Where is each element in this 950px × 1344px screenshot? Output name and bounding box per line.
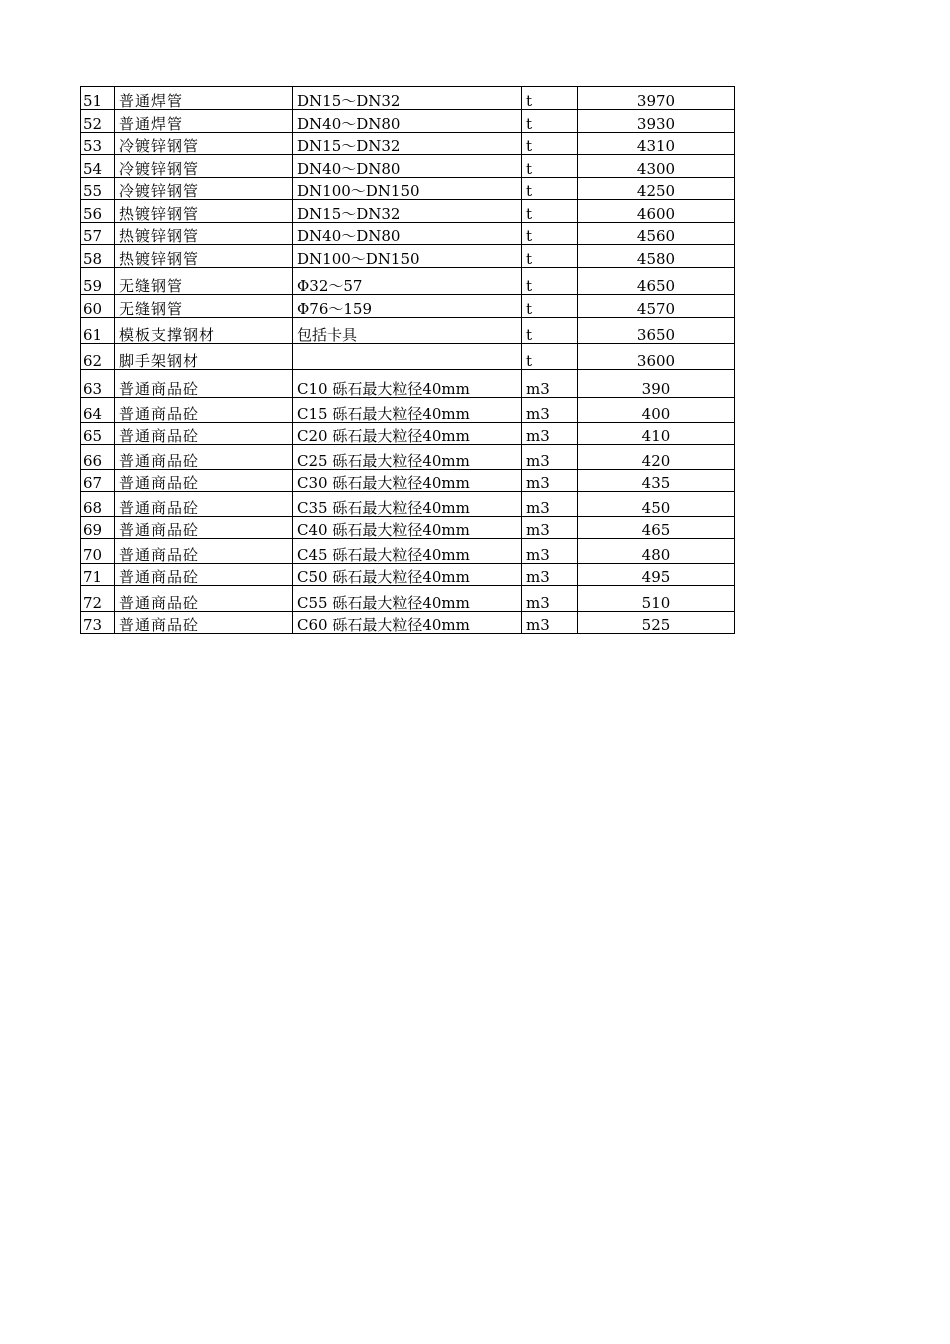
material-name-cell: 普通焊管	[115, 110, 293, 133]
price-table-body	[81, 87, 735, 634]
table-row	[81, 398, 735, 423]
material-name-cell: 热镀锌钢管	[115, 223, 293, 245]
table-row	[81, 612, 735, 634]
material-name-cell: 冷镀锌钢管	[115, 133, 293, 155]
table-row	[81, 564, 735, 586]
material-name-cell: 普通商品砼	[115, 539, 293, 564]
material-name-cell: 普通焊管	[115, 87, 293, 110]
row-number-cell: 69	[81, 517, 115, 539]
unit-cell: m3	[522, 564, 578, 586]
row-number-cell: 58	[81, 245, 115, 268]
price-cell: 4560	[578, 223, 735, 245]
price-cell: 400	[578, 398, 735, 423]
unit-cell: t	[522, 344, 578, 370]
unit-cell: t	[522, 87, 578, 110]
row-number-cell: 57	[81, 223, 115, 245]
unit-cell: m3	[522, 586, 578, 612]
table-row	[81, 586, 735, 612]
price-cell: 3650	[578, 318, 735, 344]
price-cell: 3970	[578, 87, 735, 110]
row-number-cell: 68	[81, 492, 115, 517]
specification-cell: C20 砾石最大粒径40mm	[293, 423, 522, 445]
specification-cell	[293, 344, 522, 370]
table-row	[81, 200, 735, 223]
row-number-cell: 63	[81, 370, 115, 398]
material-name-cell: 热镀锌钢管	[115, 200, 293, 223]
specification-cell: C35 砾石最大粒径40mm	[293, 492, 522, 517]
material-name-cell: 普通商品砼	[115, 492, 293, 517]
material-name-cell: 普通商品砼	[115, 517, 293, 539]
specification-cell: DN15～DN32	[293, 87, 522, 110]
price-cell: 510	[578, 586, 735, 612]
specification-cell: DN40～DN80	[293, 155, 522, 178]
price-cell: 390	[578, 370, 735, 398]
price-cell: 4300	[578, 155, 735, 178]
row-number-cell: 51	[81, 87, 115, 110]
specification-cell: DN100～DN150	[293, 178, 522, 200]
specification-cell: DN100～DN150	[293, 245, 522, 268]
price-table	[80, 86, 735, 634]
table-row	[81, 370, 735, 398]
material-name-cell: 热镀锌钢管	[115, 245, 293, 268]
unit-cell: m3	[522, 370, 578, 398]
unit-cell: t	[522, 245, 578, 268]
price-cell: 480	[578, 539, 735, 564]
material-name-cell: 无缝钢管	[115, 268, 293, 295]
table-row	[81, 155, 735, 178]
specification-cell: C25 砾石最大粒径40mm	[293, 445, 522, 470]
table-row	[81, 245, 735, 268]
specification-cell: Φ32～57	[293, 268, 522, 295]
row-number-cell: 65	[81, 423, 115, 445]
material-name-cell: 模板支撑钢材	[115, 318, 293, 344]
unit-cell: m3	[522, 445, 578, 470]
table-row	[81, 445, 735, 470]
unit-cell: m3	[522, 398, 578, 423]
specification-cell: C55 砾石最大粒径40mm	[293, 586, 522, 612]
table-row	[81, 133, 735, 155]
price-cell: 495	[578, 564, 735, 586]
table-row	[81, 344, 735, 370]
price-cell: 410	[578, 423, 735, 445]
material-name-cell: 冷镀锌钢管	[115, 155, 293, 178]
unit-cell: t	[522, 295, 578, 318]
row-number-cell: 73	[81, 612, 115, 634]
table-row	[81, 223, 735, 245]
unit-cell: t	[522, 318, 578, 344]
table-row	[81, 87, 735, 110]
table-row	[81, 110, 735, 133]
unit-cell: t	[522, 178, 578, 200]
row-number-cell: 60	[81, 295, 115, 318]
row-number-cell: 56	[81, 200, 115, 223]
price-cell: 4250	[578, 178, 735, 200]
row-number-cell: 53	[81, 133, 115, 155]
row-number-cell: 61	[81, 318, 115, 344]
material-name-cell: 冷镀锌钢管	[115, 178, 293, 200]
table-row	[81, 492, 735, 517]
table-row	[81, 470, 735, 492]
row-number-cell: 70	[81, 539, 115, 564]
table-row	[81, 295, 735, 318]
price-cell: 3600	[578, 344, 735, 370]
price-cell: 465	[578, 517, 735, 539]
row-number-cell: 54	[81, 155, 115, 178]
row-number-cell: 71	[81, 564, 115, 586]
table-row	[81, 423, 735, 445]
row-number-cell: 59	[81, 268, 115, 295]
specification-cell: C45 砾石最大粒径40mm	[293, 539, 522, 564]
material-name-cell: 普通商品砼	[115, 398, 293, 423]
table-row	[81, 268, 735, 295]
price-cell: 4570	[578, 295, 735, 318]
specification-cell: C10 砾石最大粒径40mm	[293, 370, 522, 398]
price-cell: 4580	[578, 245, 735, 268]
price-cell: 435	[578, 470, 735, 492]
price-cell: 450	[578, 492, 735, 517]
price-cell: 4310	[578, 133, 735, 155]
row-number-cell: 67	[81, 470, 115, 492]
unit-cell: t	[522, 110, 578, 133]
material-name-cell: 无缝钢管	[115, 295, 293, 318]
table-row	[81, 318, 735, 344]
table-row	[81, 539, 735, 564]
unit-cell: m3	[522, 612, 578, 634]
specification-cell: C30 砾石最大粒径40mm	[293, 470, 522, 492]
specification-cell: 包括卡具	[293, 318, 522, 344]
material-name-cell: 普通商品砼	[115, 445, 293, 470]
specification-cell: C15 砾石最大粒径40mm	[293, 398, 522, 423]
unit-cell: t	[522, 133, 578, 155]
material-name-cell: 普通商品砼	[115, 586, 293, 612]
row-number-cell: 62	[81, 344, 115, 370]
unit-cell: m3	[522, 492, 578, 517]
specification-cell: Φ76～159	[293, 295, 522, 318]
unit-cell: m3	[522, 470, 578, 492]
specification-cell: DN15～DN32	[293, 200, 522, 223]
unit-cell: m3	[522, 539, 578, 564]
specification-cell: C50 砾石最大粒径40mm	[293, 564, 522, 586]
price-cell: 525	[578, 612, 735, 634]
material-name-cell: 普通商品砼	[115, 370, 293, 398]
specification-cell: C40 砾石最大粒径40mm	[293, 517, 522, 539]
specification-cell: DN40～DN80	[293, 110, 522, 133]
specification-cell: DN15～DN32	[293, 133, 522, 155]
material-name-cell: 普通商品砼	[115, 470, 293, 492]
price-cell: 4650	[578, 268, 735, 295]
material-name-cell: 普通商品砼	[115, 423, 293, 445]
price-cell: 3930	[578, 110, 735, 133]
table-row	[81, 517, 735, 539]
unit-cell: m3	[522, 517, 578, 539]
row-number-cell: 66	[81, 445, 115, 470]
price-cell: 4600	[578, 200, 735, 223]
unit-cell: t	[522, 200, 578, 223]
unit-cell: t	[522, 223, 578, 245]
price-cell: 420	[578, 445, 735, 470]
unit-cell: m3	[522, 423, 578, 445]
material-name-cell: 脚手架钢材	[115, 344, 293, 370]
row-number-cell: 52	[81, 110, 115, 133]
row-number-cell: 55	[81, 178, 115, 200]
specification-cell: C60 砾石最大粒径40mm	[293, 612, 522, 634]
unit-cell: t	[522, 155, 578, 178]
row-number-cell: 64	[81, 398, 115, 423]
material-name-cell: 普通商品砼	[115, 612, 293, 634]
row-number-cell: 72	[81, 586, 115, 612]
table-row	[81, 178, 735, 200]
unit-cell: t	[522, 268, 578, 295]
material-name-cell: 普通商品砼	[115, 564, 293, 586]
specification-cell: DN40～DN80	[293, 223, 522, 245]
